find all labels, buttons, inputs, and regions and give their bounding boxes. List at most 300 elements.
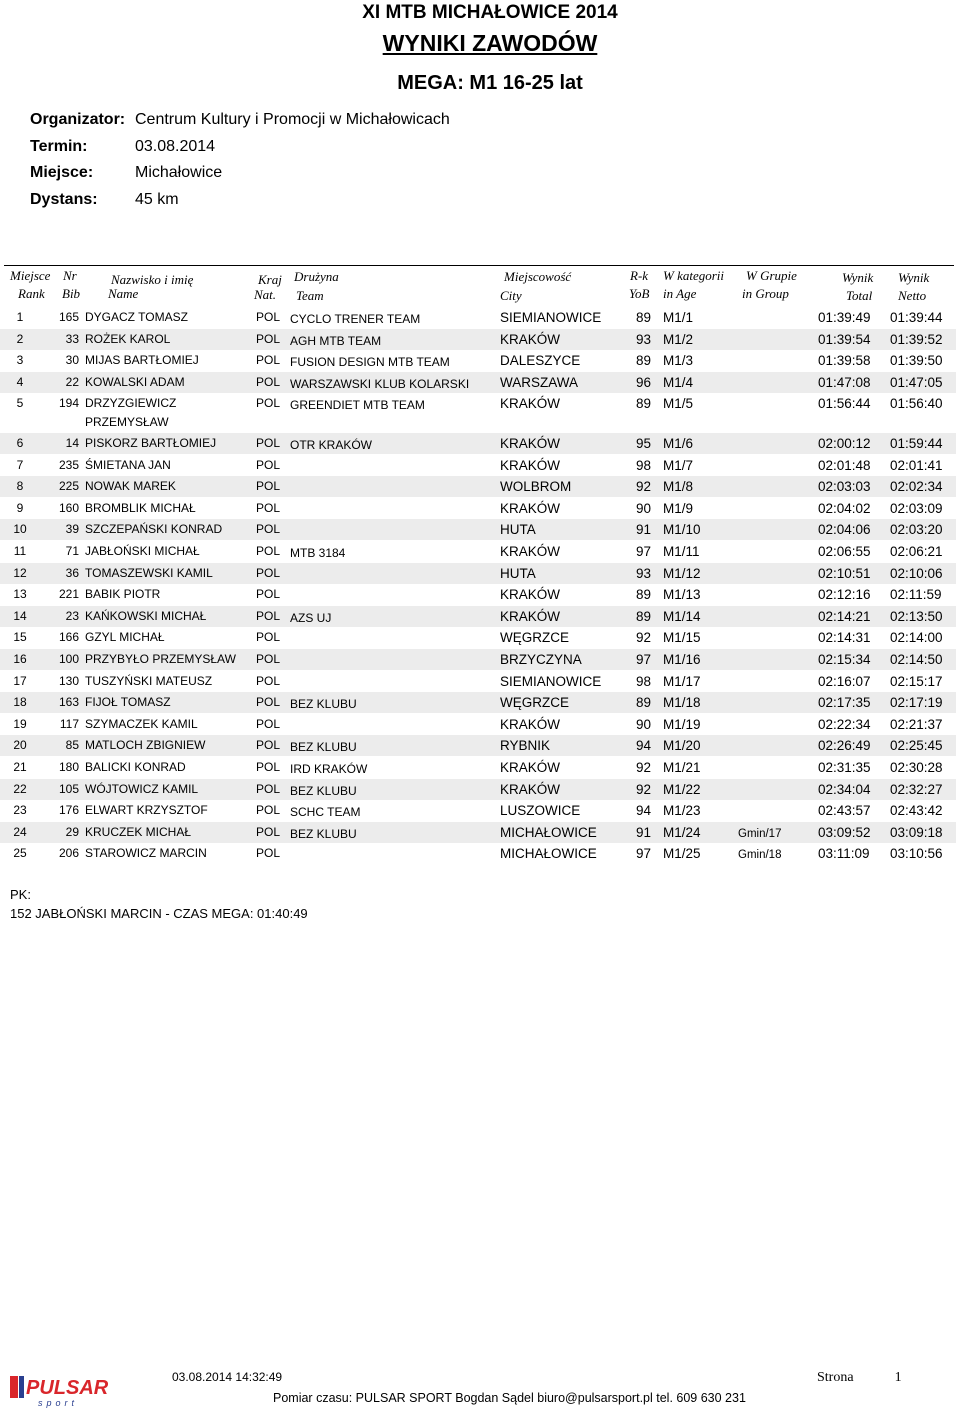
cell-netto: 02:17:19 [890,695,943,711]
cell-nat: POL [256,436,281,450]
cell-grp: Gmin/17 [738,827,782,840]
cell-rank: 4 [16,374,24,389]
distance-label: Dystans: [30,191,98,208]
cell-yob: 96 [636,374,652,390]
page-number: 1 [894,1370,902,1385]
cell-bib: 166 [58,630,79,645]
cell-nat: POL [256,760,281,774]
cell-cat: M1/4 [663,374,694,390]
cell-rank: 19 [13,716,27,731]
cell-rank: 22 [13,781,27,796]
cell-total: 02:17:35 [818,695,871,711]
cell-yob: 91 [636,824,652,840]
cell-name: WÓJTOWICZ KAMIL [85,781,199,796]
cell-name: TOMASZEWSKI KAMIL [85,565,213,580]
cell-nat: POL [256,353,281,368]
cell-city: KRAKÓW [500,331,561,347]
cell-name: MATLOCH ZBIGNIEW [85,738,206,753]
cell-name: JABŁOŃSKI MICHAŁ [85,544,200,558]
cell-cat: M1/20 [663,738,701,754]
table-row [0,433,956,454]
cell-rank: 24 [13,824,27,839]
cell-cat: M1/16 [663,652,701,667]
footer-credit: Pomiar czasu: PULSAR SPORT Bogdan Sądel biuro@pulsarsport.pl tel. 609 630 231 [273,1391,746,1405]
cell-yob: 89 [636,695,652,711]
cell-name: ELWART KRZYSZTOF [85,803,208,818]
cell-yob: 90 [636,716,652,732]
cell-nat: POL [256,310,281,324]
cell-city: MICHAŁOWICE [500,824,597,840]
cell-city: SIEMIANOWICE [500,310,602,325]
cell-team: OTR KRAKÓW [290,438,373,452]
cell-nat: POL [256,544,281,558]
cell-total: 02:14:21 [818,608,871,624]
cell-name: STAROWICZ MARCIN [85,846,207,861]
cell-rank: 1 [16,310,24,324]
cell-cat: M1/10 [663,522,701,538]
cell-name: SZYMACZEK KAMIL [85,716,198,731]
footer-timestamp: 03.08.2014 14:32:49 [172,1370,283,1384]
cell-cat: M1/22 [663,781,701,797]
cell-bib: 71 [65,544,79,558]
cell-nat: POL [256,630,281,645]
cell-netto: 02:03:20 [890,522,943,538]
cell-total: 02:03:03 [818,479,871,495]
cell-city: KRAKÓW [500,396,561,412]
cell-netto: 01:39:52 [890,331,943,347]
cell-name: NOWAK MAREK [85,479,176,494]
cell-rank: 13 [13,587,27,602]
cell-team: BEZ KLUBU [290,826,357,841]
cell-cat: M1/21 [663,760,701,775]
cell-total: 02:10:51 [818,565,871,581]
cell-cat: M1/1 [663,310,694,325]
cell-total: 01:39:58 [818,353,871,369]
cell-rank: 3 [16,353,24,368]
cell-rank: 21 [13,760,27,774]
cell-rank: 7 [16,457,24,472]
cell-yob: 95 [636,436,652,451]
table-row [0,779,956,800]
cell-netto: 02:32:27 [890,781,943,797]
cell-name: KRUCZEK MICHAŁ [85,824,192,839]
col-netto-en: Netto [898,288,927,303]
cell-cat: M1/19 [663,716,701,732]
cell-name: PISKORZ BARTŁOMIEJ [85,436,217,450]
pulsar-logo [10,1372,120,1408]
table-row [0,692,956,713]
cell-rank: 23 [13,803,27,818]
table-row [0,476,956,497]
cell-city: WĘGRZCE [500,695,569,711]
table-row [0,329,956,350]
cell-bib: 100 [58,652,79,666]
cell-city: WĘGRZCE [500,630,569,646]
cell-total: 01:39:49 [818,310,871,325]
cell-bib: 30 [65,353,79,368]
cell-yob: 97 [636,846,652,862]
cell-rank: 10 [13,522,27,537]
logo-sub-text: sport [38,1398,79,1408]
cell-city: WARSZAWA [500,374,578,390]
cell-netto: 01:56:40 [890,396,943,412]
cell-cat: M1/9 [663,500,694,516]
cell-bib: 105 [58,781,79,796]
cell-netto: 03:10:56 [890,846,943,862]
cell-bib: 117 [59,716,79,731]
cell-total: 02:14:31 [818,630,871,646]
cell-netto: 02:01:41 [890,457,943,473]
cell-yob: 93 [636,331,652,347]
cell-netto: 02:03:09 [890,500,943,516]
cell-total: 02:04:06 [818,522,871,538]
cell-rank: 25 [13,846,27,861]
cell-rank: 11 [13,544,27,558]
cell-yob: 97 [636,652,652,667]
cell-city: LUSZOWICE [500,803,581,819]
cell-rank: 18 [13,695,27,710]
cell-total: 02:16:07 [818,673,871,689]
cell-nat: POL [256,587,281,602]
cell-yob: 92 [636,630,652,646]
table-row [0,372,956,393]
cell-bib: 130 [58,673,79,688]
cell-yob: 89 [636,310,652,325]
cell-yob: 92 [636,781,652,797]
organizer-label: Organizator: [30,111,126,128]
cell-bib: 206 [58,846,79,861]
cell-nat: POL [256,522,281,537]
cell-netto: 02:10:06 [890,565,943,581]
cell-yob: 94 [636,803,652,819]
cell-rank: 20 [13,738,27,753]
cell-nat: POL [256,374,281,389]
header-divider [4,265,954,266]
col-bib-en: Bib [62,286,81,301]
cell-netto: 02:30:28 [890,760,943,775]
cell-cat: M1/14 [663,608,701,624]
cell-team: BEZ KLUBU [290,740,357,755]
cell-name: KAŃKOWSKI MICHAŁ [85,608,207,623]
cell-cat: M1/24 [663,824,701,840]
cell-cat: M1/7 [663,457,694,473]
cell-city: BRZYCZYNA [500,652,582,667]
cell-city: KRAKÓW [500,436,561,451]
cell-team: MTB 3184 [290,546,346,560]
cell-bib: 165 [58,310,79,324]
cell-netto: 02:14:00 [890,630,943,646]
cell-yob: 89 [636,353,652,369]
cell-nat: POL [256,565,281,580]
cell-team: BEZ KLUBU [290,697,357,712]
table-row [0,455,956,476]
table-row [0,649,956,670]
cell-team: GREENDIET MTB TEAM [290,398,425,413]
cell-nat: POL [256,500,281,515]
cell-cat: M1/25 [663,846,701,862]
cell-city: KRAKÓW [500,587,561,603]
col-total-pl: Wynik [842,270,874,285]
cell-city: KRAKÓW [500,457,561,473]
cell-yob: 92 [636,479,652,495]
cell-netto: 02:06:21 [890,544,943,559]
cell-netto: 02:14:50 [890,652,943,667]
cell-bib: 221 [58,587,79,602]
cell-cat: M1/3 [663,353,694,369]
cell-bib: 163 [58,695,79,710]
cell-yob: 92 [636,760,652,775]
cell-city: KRAKÓW [500,760,561,775]
cell-netto: 01:59:44 [890,436,943,451]
cell-rank: 5 [16,396,24,411]
table-row [0,498,956,519]
cell-nat: POL [256,479,281,494]
cell-netto: 02:21:37 [890,716,943,732]
cell-total: 01:39:54 [818,331,871,347]
cell-team: BEZ KLUBU [290,783,357,798]
cell-bib: 39 [65,522,79,537]
event-title: XI MTB MICHAŁOWICE 2014 [362,2,618,23]
cell-total: 03:09:52 [818,824,871,840]
cell-team: CYCLO TRENER TEAM [290,312,421,326]
organizer-value: Centrum Kultury i Promocji w Michałowicach [135,111,450,128]
cell-yob: 90 [636,500,652,516]
cell-total: 02:06:55 [818,544,871,559]
cell-bib: 22 [65,374,79,389]
cell-bib: 85 [65,738,79,753]
cell-name: SZCZEPAŃSKI KONRAD [85,522,223,537]
cell-nat: POL [256,673,281,688]
table-row [0,757,956,778]
col-yob-pl: R-k [630,268,649,283]
cell-cat: M1/6 [663,436,694,451]
table-row [0,307,956,328]
cell-cat: M1/8 [663,479,694,495]
cell-city: KRAKÓW [500,544,561,559]
cell-name: GZYL MICHAŁ [85,630,165,645]
table-row [0,606,956,627]
cell-team: AGH MTB TEAM [290,333,382,348]
cell-yob: 98 [636,457,652,473]
col-name-pl: Nazwisko i imię [111,272,194,287]
pk-text: 152 JABŁOŃSKI MARCIN - CZAS MEGA: 01:40:49 [10,906,308,921]
cell-bib: 14 [65,436,79,450]
cell-nat: POL [256,396,281,411]
col-team-pl: Drużyna [294,269,339,284]
cell-city: RYBNIK [500,738,551,754]
cell-name: BROMBLIK MICHAŁ [85,500,196,515]
pk-label: PK: [10,887,31,902]
cell-cat: M1/17 [663,673,701,689]
cell-total: 02:04:02 [818,500,871,516]
cell-bib: 33 [65,331,79,346]
cell-total: 02:34:04 [818,781,871,797]
cell-nat: POL [256,803,281,818]
cell-cat: M1/23 [663,803,701,819]
col-rank-en: Rank [18,286,45,301]
cell-netto: 02:11:59 [890,587,942,603]
table-row [0,393,956,432]
table-row [0,843,956,864]
cell-team: SCHC TEAM [290,805,361,820]
cell-yob: 98 [636,673,652,689]
cell-nat: POL [256,331,281,346]
cell-city: MICHAŁOWICE [500,846,597,862]
col-cat-en: in Age [663,286,697,301]
cell-total: 01:56:44 [818,396,871,412]
cell-cat: M1/2 [663,331,694,347]
col-nat-en: Nat. [254,287,277,302]
cell-rank: 12 [13,565,27,580]
cell-nat: POL [256,738,281,753]
cell-total: 02:00:12 [818,436,871,451]
cell-name: BABIK PIOTR [85,587,161,602]
cell-bib: 29 [65,824,79,839]
cell-name: BALICKI KONRAD [85,760,186,774]
cell-rank: 14 [13,608,27,623]
cell-total: 02:43:57 [818,803,871,819]
cell-rank: 9 [16,500,24,515]
category-title: MEGA: M1 16-25 lat [397,72,583,94]
cell-grp: Gmin/18 [738,849,782,862]
cell-name: DYGACZ TOMASZ [85,310,188,324]
col-yob-en: YoB [629,286,650,301]
cell-netto: 03:09:18 [890,824,943,840]
cell-city: SIEMIANOWICE [500,673,602,689]
cell-bib: 23 [65,608,79,623]
place-value: Michałowice [135,164,223,181]
cell-cat: M1/11 [663,544,700,559]
cell-netto: 01:39:50 [890,353,943,369]
col-bib-pl: Nr [63,268,77,283]
cell-name: PRZYBYŁO PRZEMYSŁAW [85,652,236,666]
cell-netto: 02:02:34 [890,479,943,495]
logo-mark-blue [19,1376,24,1398]
cell-team: FUSION DESIGN MTB TEAM [290,355,450,370]
cell-bib: 235 [58,457,79,472]
col-grp-en: in Group [742,286,789,301]
cell-city: WOLBROM [500,479,572,495]
cell-total: 02:31:35 [818,760,871,775]
cell-yob: 89 [636,396,652,412]
cell-name: FIJOŁ TOMASZ [85,695,171,710]
cell-rank: 2 [16,331,24,346]
cell-netto: 02:25:45 [890,738,943,754]
date-label: Termin: [30,138,88,155]
cell-cat: M1/5 [663,396,694,412]
cell-city: HUTA [500,565,536,581]
col-total-en: Total [846,288,873,303]
table-row [0,800,956,821]
cell-name: ŚMIETANA JAN [85,457,171,472]
cell-name: ROŻEK KAROL [85,331,171,346]
cell-yob: 89 [636,587,652,603]
col-nat-pl: Kraj [258,272,282,287]
distance-value: 45 km [135,191,179,208]
table-row [0,350,956,371]
cell-rank: 16 [13,652,27,666]
cell-bib: 160 [58,500,79,515]
cell-nat: POL [256,781,281,796]
table-row [0,541,956,562]
table-row [0,671,956,692]
cell-team: IRD KRAKÓW [290,762,368,776]
col-cat-pl: W kategorii [663,268,725,283]
cell-yob: 91 [636,522,652,538]
cell-bib: 194 [58,396,79,411]
table-row [0,563,956,584]
cell-bib: 176 [58,803,79,818]
cell-rank: 15 [13,630,27,645]
logo-text: PULSAR [26,1377,109,1399]
cell-nat: POL [256,716,281,731]
cell-cat: M1/13 [663,587,701,603]
cell-name: KOWALSKI ADAM [85,374,185,389]
cell-netto: 01:47:05 [890,374,943,390]
cell-city: DALESZYCE [500,353,581,369]
col-city-en: City [500,288,522,303]
cell-total: 02:12:16 [818,587,871,603]
cell-total: 03:11:09 [818,846,870,862]
cell-total: 01:47:08 [818,374,871,390]
table-row [0,714,956,735]
cell-team: AZS UJ [290,610,332,625]
cell-team: WARSZAWSKI KLUB KOLARSKI [290,376,470,391]
cell-nat: POL [256,824,281,839]
cell-city: KRAKÓW [500,500,561,516]
cell-nat: POL [256,846,281,861]
cell-yob: 97 [636,544,652,559]
cell-city: HUTA [500,522,536,538]
cell-rank: 17 [13,673,27,688]
table-row [0,735,956,756]
cell-bib: 225 [58,479,79,494]
cell-total: 02:22:34 [818,716,871,732]
cell-nat: POL [256,457,281,472]
cell-name: MIJAS BARTŁOMIEJ [85,353,199,368]
col-name-en: Name [108,286,139,301]
cell-total: 02:26:49 [818,738,871,754]
cell-bib: 180 [58,760,79,774]
logo-mark-red [10,1376,18,1398]
cell-yob: 89 [636,608,652,624]
cell-rank: 8 [16,479,24,494]
cell-city: KRAKÓW [500,716,561,732]
cell-name: DRZYZGIEWICZ [85,396,177,411]
col-netto-pl: Wynik [898,270,930,285]
cell-yob: 93 [636,565,652,581]
table-row [0,822,956,843]
cell-netto: 02:15:17 [890,673,943,689]
col-city-pl: Miejscowość [504,269,572,284]
footer-page [817,1370,902,1386]
cell-rank: 6 [16,436,24,450]
cell-city: KRAKÓW [500,781,561,797]
table-row [0,627,956,648]
cell-nat: POL [256,695,281,710]
table-row [0,519,956,540]
cell-netto: 02:13:50 [890,608,943,624]
cell-bib: 36 [65,565,79,580]
cell-cat: M1/18 [663,695,701,711]
cell-nat: POL [256,608,281,623]
page-label: Strona [817,1370,854,1385]
col-grp-pl: W Grupie [746,268,797,283]
col-team-en: Team [296,288,324,303]
cell-cat: M1/15 [663,630,701,646]
place-label: Miejsce: [30,164,94,181]
cell-nat: POL [256,652,281,666]
